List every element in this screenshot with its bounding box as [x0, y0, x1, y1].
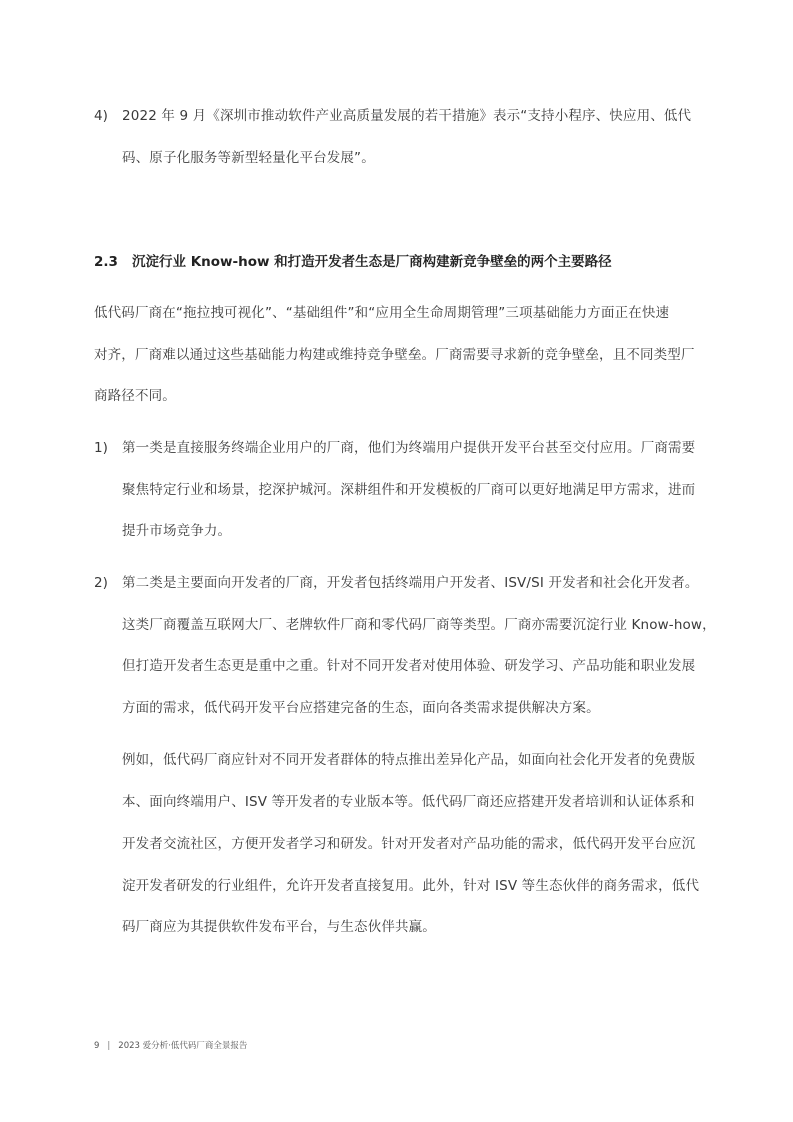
section-heading	[94, 252, 612, 272]
section-title: 沉淀行业 Know-how 和打造开发者生态是厂商构建新竞争壁垒的两个主要路径	[132, 254, 612, 270]
page-footer	[94, 1040, 247, 1052]
paragraph-line: 例如，低代码厂商应针对不同开发者群体的特点推出差异化产品，如面向社会化开发者的免费版	[122, 752, 696, 768]
paragraph-line: 方面的需求，低代码开发平台应搭建完备的生态，面向各类需求提供解决方案。	[122, 700, 600, 716]
list-number: 4)	[94, 108, 108, 124]
paragraph-line: 但打造开发者生态更是重中之重。针对不同开发者对使用体验、研发学习、产品功能和职业发展	[122, 658, 696, 674]
list-number: 2)	[94, 575, 108, 591]
list-number: 1)	[94, 440, 108, 456]
page-number: 9	[94, 1041, 100, 1051]
paragraph-line: 这类厂商覆盖互联网大厂、老牌软件厂商和零代码厂商等类型。厂商亦需要沉淀行业 Know-how，	[122, 617, 716, 633]
paragraph-line: 开发者交流社区，方便开发者学习和研发。针对开发者对产品功能的需求，低代码开发平台应沉	[122, 836, 696, 852]
paragraph-line: 聚焦特定行业和场景，挖深护城河。深耕组件和开发模板的厂商可以更好地满足甲方需求，进而	[122, 482, 696, 498]
paragraph-line: 淀开发者研发的行业组件，允许开发者直接复用。此外，针对 ISV 等生态伙伴的商务需求，低代	[122, 878, 700, 894]
footer-separator: |	[107, 1041, 111, 1051]
paragraph-line: 本、面向终端用户、ISV 等开发者的专业版本等。低代码厂商还应搭建开发者培训和认证体系和	[122, 794, 695, 810]
section-number: 2.3	[94, 254, 118, 270]
paragraph-line: 商路径不同。	[94, 388, 176, 404]
paragraph-line: 第一类是直接服务终端企业用户的厂商，他们为终端用户提供开发平台甚至交付应用。厂商需要	[122, 440, 696, 456]
paragraph-line: 低代码厂商在“拖拉拽可视化”、“基础组件”和“应用全生命周期管理”三项基础能力方面正在快速	[94, 305, 670, 321]
paragraph-line: 第二类是主要面向开发者的厂商，开发者包括终端用户开发者、ISV/SI 开发者和社会化开发者。	[122, 575, 699, 591]
paragraph-line: 2022 年 9 月《深圳市推动软件产业高质量发展的若干措施》表示“支持小程序、快应用、低代	[122, 108, 692, 124]
paragraph-line: 码厂商应为其提供软件发布平台，与生态伙伴共赢。	[122, 919, 436, 935]
paragraph-line: 对齐，厂商难以通过这些基础能力构建或维持竞争壁垒。厂商需要寻求新的竞争壁垒，且不同类型厂	[94, 347, 695, 363]
report-title: 2023 爱分析·低代码厂商全景报告	[118, 1041, 248, 1051]
paragraph-line: 码、原子化服务等新型轻量化平台发展”。	[122, 150, 375, 166]
paragraph-line: 提升市场竞争力。	[122, 523, 232, 539]
